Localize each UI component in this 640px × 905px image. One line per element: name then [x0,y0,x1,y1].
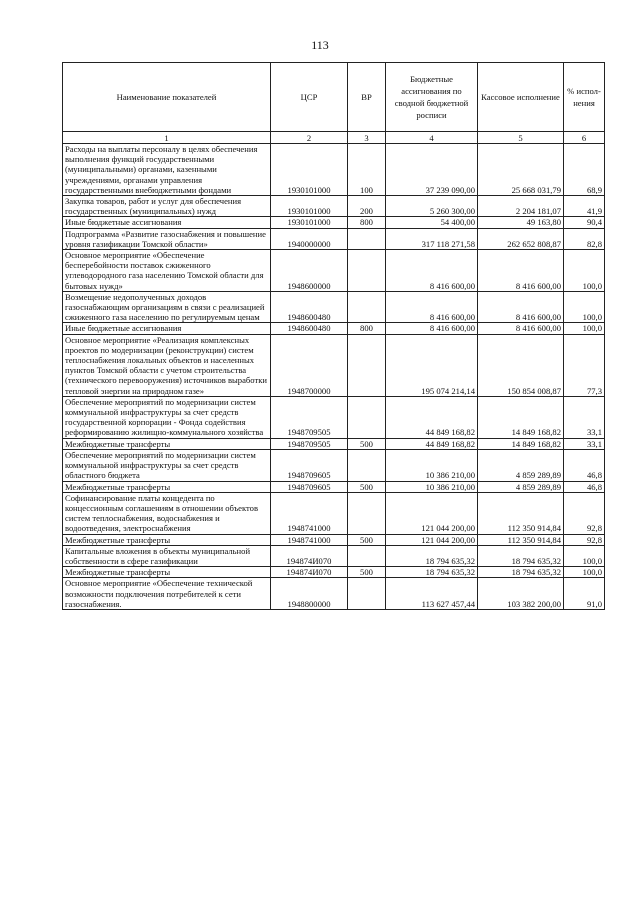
cell-budget: 44 849 168,82 [386,438,478,449]
table-row [63,196,605,217]
cell-budget: 44 849 168,82 [386,396,478,438]
cell-csr: 1948741000 [271,492,348,534]
cell-name: Межбюджетные трансферты [63,567,271,578]
header-csr: ЦСР [271,63,348,132]
header-name: Наименование показателей [63,63,271,132]
budget-execution-table [62,62,605,610]
cell-name: Подпрограмма «Развитие газоснабжения и повышение уровня газификации Томской области» [63,228,271,249]
cell-percent: 100,0 [564,250,605,292]
cell-budget: 195 074 214,14 [386,334,478,396]
table-row [63,334,605,396]
cell-csr: 1948600480 [271,291,348,323]
cell-budget: 18 794 635,32 [386,567,478,578]
table-row [63,228,605,249]
column-number: 4 [386,132,478,144]
cell-budget: 8 416 600,00 [386,250,478,292]
cell-vr: 800 [348,323,386,334]
cell-cash: 49 163,80 [478,217,564,228]
table-body [63,144,605,610]
table-row [63,567,605,578]
cell-name: Обеспечение мероприятий по модернизации систем коммунальной инфраструктуры за счет средств государственной корпорации - Фонда содействия реформированию жилищно-коммунального хозяйства [63,396,271,438]
cell-percent: 41,9 [564,196,605,217]
cell-csr: 1948741000 [271,534,348,545]
cell-vr: 500 [348,481,386,492]
column-number: 2 [271,132,348,144]
cell-budget: 5 260 300,00 [386,196,478,217]
cell-budget: 121 044 200,00 [386,534,478,545]
cell-name: Капитальные вложения в объекты муниципальной собственности в сфере газификации [63,545,271,566]
table-row [63,534,605,545]
cell-cash: 18 794 635,32 [478,567,564,578]
cell-budget: 113 627 457,44 [386,578,478,610]
cell-cash: 18 794 635,32 [478,545,564,566]
table-row [63,217,605,228]
cell-vr [348,334,386,396]
cell-vr: 200 [348,196,386,217]
cell-csr: 1948600480 [271,323,348,334]
cell-csr: 1948709505 [271,396,348,438]
cell-name: Возмещение недополученных доходов газоснабжающим организациям в связи с реализацией сжиженного газа населению по регулируемым ценам [63,291,271,323]
cell-name: Основное мероприятие «Обеспечение бесперебойности поставок сжиженного углеводородного газа населению Томской области для бытовых нужд» [63,250,271,292]
cell-cash: 8 416 600,00 [478,250,564,292]
cell-budget: 8 416 600,00 [386,323,478,334]
cell-name: Иные бюджетные ассигнования [63,217,271,228]
table-row [63,438,605,449]
cell-budget: 54 400,00 [386,217,478,228]
cell-csr: 1930101000 [271,217,348,228]
cell-percent: 33,1 [564,396,605,438]
cell-cash: 2 204 181,07 [478,196,564,217]
cell-cash: 8 416 600,00 [478,323,564,334]
cell-percent: 92,8 [564,534,605,545]
cell-percent: 100,0 [564,291,605,323]
cell-cash: 112 350 914,84 [478,534,564,545]
table-row [63,291,605,323]
cell-budget: 37 239 090,00 [386,144,478,196]
column-number: 5 [478,132,564,144]
header-cash: Кассовое исполнение [478,63,564,132]
cell-vr [348,250,386,292]
page-number: 113 [311,38,329,52]
cell-vr [348,545,386,566]
cell-vr [348,228,386,249]
cell-percent: 100,0 [564,545,605,566]
header-vr: ВР [348,63,386,132]
header-budget: Бюджетные ассигнования по сводной бюджетной росписи [386,63,478,132]
cell-vr [348,291,386,323]
cell-vr: 100 [348,144,386,196]
cell-percent: 92,8 [564,492,605,534]
table-row [63,250,605,292]
cell-budget: 121 044 200,00 [386,492,478,534]
cell-name: Межбюджетные трансферты [63,438,271,449]
cell-cash: 103 382 200,00 [478,578,564,610]
cell-name: Софинансирование платы концедента по концессионным соглашениям в отношении объектов систем теплоснабжения, водоснабжения и водоотведения, электроснабжения [63,492,271,534]
cell-name: Основное мероприятие «Обеспечение технической возможности подключения потребителей к сети газоснабжения. [63,578,271,610]
cell-percent: 77,3 [564,334,605,396]
cell-csr: 1948709505 [271,438,348,449]
table-row [63,578,605,610]
cell-name: Основное мероприятие «Реализация комплексных проектов по модернизации (реконструкции) систем теплоснабжения локальных объектов и населенных пунктов Томской области с учетом строительства (технического перевооружения) источников выработки тепловой энергии на природном газе» [63,334,271,396]
cell-cash: 14 849 168,82 [478,396,564,438]
cell-name: Иные бюджетные ассигнования [63,323,271,334]
cell-vr: 500 [348,534,386,545]
table-row [63,481,605,492]
cell-budget: 8 416 600,00 [386,291,478,323]
cell-vr [348,578,386,610]
cell-percent: 91,0 [564,578,605,610]
table-row [63,323,605,334]
cell-budget: 317 118 271,58 [386,228,478,249]
cell-percent: 100,0 [564,323,605,334]
cell-name: Обеспечение мероприятий по модернизации систем коммунальной инфраструктуры за счет средств областного бюджета [63,449,271,481]
cell-csr: 1930101000 [271,144,348,196]
cell-vr [348,396,386,438]
cell-budget: 18 794 635,32 [386,545,478,566]
cell-csr: 1948700000 [271,334,348,396]
cell-name: Расходы на выплаты персоналу в целях обеспечения выполнения функций государственными (муниципальными) органами, казенными учреждениями, органами управления государственными внебюджетными фондами [63,144,271,196]
cell-cash: 4 859 289,89 [478,481,564,492]
table-row [63,144,605,196]
cell-vr [348,492,386,534]
cell-csr: 1948709605 [271,481,348,492]
cell-csr: 1948709605 [271,449,348,481]
cell-budget: 10 386 210,00 [386,449,478,481]
cell-percent: 68,9 [564,144,605,196]
cell-percent: 100,0 [564,567,605,578]
cell-csr: 1940000000 [271,228,348,249]
cell-name: Межбюджетные трансферты [63,481,271,492]
cell-percent: 46,8 [564,449,605,481]
table-row [63,449,605,481]
table-row [63,396,605,438]
cell-name: Закупка товаров, работ и услуг для обеспечения государственных (муниципальных) нужд [63,196,271,217]
cell-csr: 194874И070 [271,567,348,578]
cell-percent: 90,4 [564,217,605,228]
column-number: 1 [63,132,271,144]
column-number-row [63,132,605,144]
cell-percent: 46,8 [564,481,605,492]
column-number: 3 [348,132,386,144]
cell-vr [348,449,386,481]
cell-csr: 1948800000 [271,578,348,610]
table-row [63,545,605,566]
cell-cash: 8 416 600,00 [478,291,564,323]
cell-cash: 150 854 008,87 [478,334,564,396]
header-percent: % испол-нения [564,63,605,132]
cell-vr: 500 [348,438,386,449]
cell-name: Межбюджетные трансферты [63,534,271,545]
cell-cash: 262 652 808,87 [478,228,564,249]
cell-budget: 10 386 210,00 [386,481,478,492]
cell-csr: 1948600000 [271,250,348,292]
table-row [63,492,605,534]
cell-csr: 1930101000 [271,196,348,217]
column-number: 6 [564,132,605,144]
cell-vr: 800 [348,217,386,228]
header-row [63,63,605,132]
cell-vr: 500 [348,567,386,578]
cell-percent: 33,1 [564,438,605,449]
cell-cash: 4 859 289,89 [478,449,564,481]
cell-cash: 14 849 168,82 [478,438,564,449]
cell-cash: 25 668 031,79 [478,144,564,196]
cell-csr: 194874И070 [271,545,348,566]
cell-cash: 112 350 914,84 [478,492,564,534]
cell-percent: 82,8 [564,228,605,249]
